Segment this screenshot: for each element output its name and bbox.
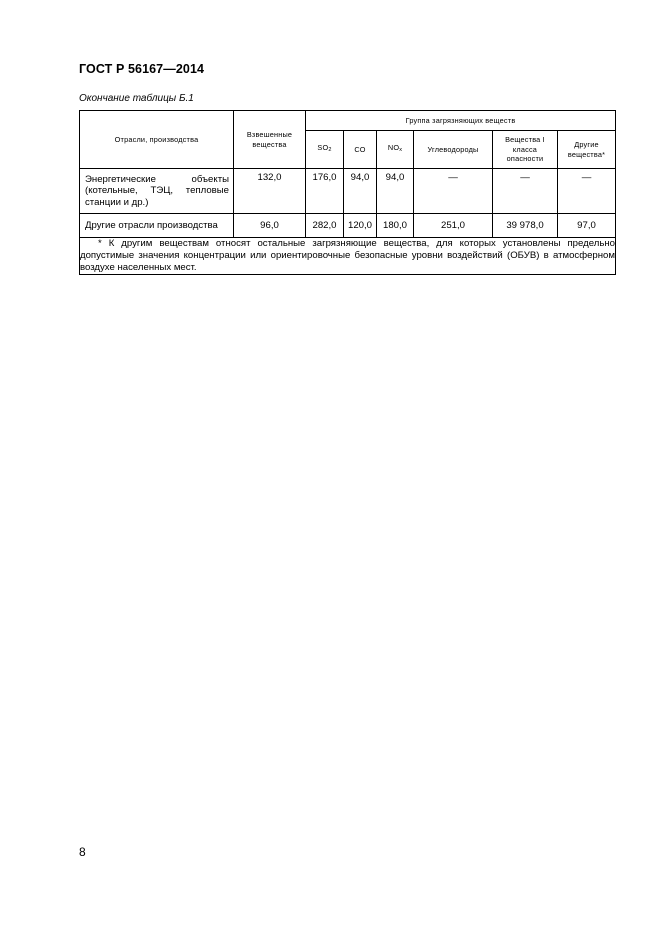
header-so2-main: SO — [317, 143, 329, 153]
row-class1: 39 978,0 — [493, 214, 558, 238]
header-hydrocarbons: Углеводороды — [414, 131, 493, 169]
row-industry: Энергетические объекты (котельные, ТЭЦ, тепловые станции и др.) — [80, 169, 234, 214]
header-pollutant-group: Группа загрязняющих веществ — [306, 111, 616, 131]
row-suspended: 132,0 — [234, 169, 306, 214]
header-class1-substances: Вещества I класса опасности — [493, 131, 558, 169]
row-hydrocarbons: 251,0 — [414, 214, 493, 238]
header-industry: Отрасли, производства — [80, 111, 234, 169]
header-nox — [377, 131, 414, 169]
header-suspended-substances: Взвешенные вещества — [234, 111, 306, 169]
table-footnote: * К другим веществам относят остальные загрязняющие вещества, для которых установлены предельно допустимые значения концентрации или ориентировочные безопасные уровни воздействий (ОБУВ) в атмосферном воздухе населенных мест. — [80, 238, 615, 273]
document-code: ГОСТ Р 56167—2014 — [79, 62, 205, 76]
row-so2: 176,0 — [306, 169, 344, 214]
header-nox-sub: x — [399, 147, 403, 154]
row-co: 120,0 — [344, 214, 377, 238]
page-number: 8 — [79, 845, 86, 859]
row-other: — — [558, 169, 616, 214]
row-nox: 180,0 — [377, 214, 414, 238]
row-co: 94,0 — [344, 169, 377, 214]
row-industry: Другие отрасли производства — [80, 214, 234, 238]
row-other: 97,0 — [558, 214, 616, 238]
header-co: CO — [344, 131, 377, 169]
row-suspended: 96,0 — [234, 214, 306, 238]
header-so2 — [306, 131, 344, 169]
row-class1: — — [493, 169, 558, 214]
row-hydrocarbons: — — [414, 169, 493, 214]
header-so2-sub: 2 — [328, 147, 332, 154]
table-caption: Окончание таблицы Б.1 — [79, 93, 194, 104]
table-row — [80, 169, 616, 214]
header-other-substances: Другие вещества* — [558, 131, 616, 169]
pollutants-table — [79, 110, 616, 275]
row-so2: 282,0 — [306, 214, 344, 238]
header-nox-main: NO — [387, 143, 400, 153]
row-nox: 94,0 — [377, 169, 414, 214]
table-row — [80, 214, 616, 238]
